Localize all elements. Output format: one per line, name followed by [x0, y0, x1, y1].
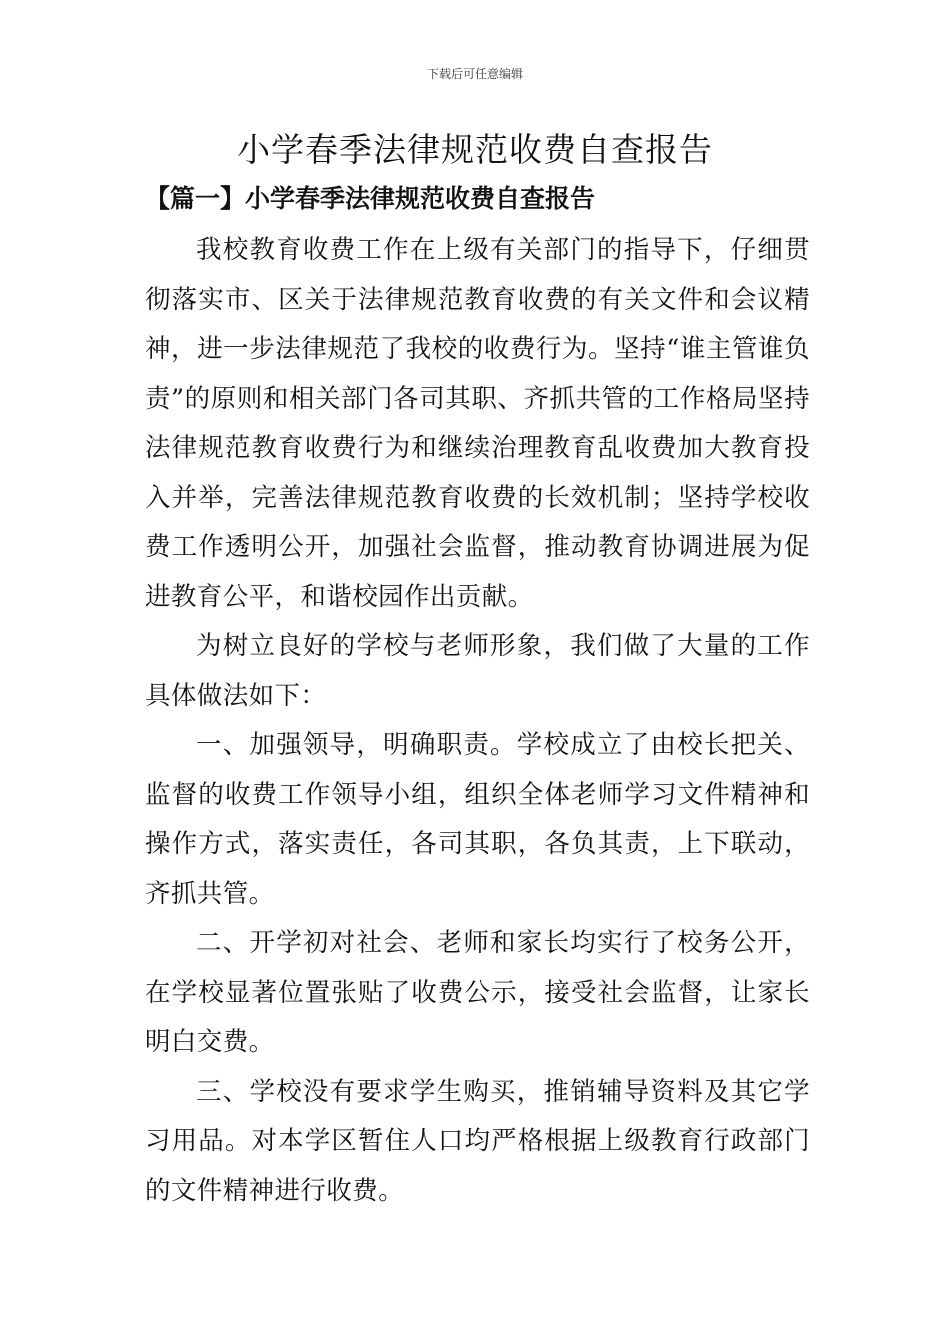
- document-title: 小学春季法律规范收费自查报告: [237, 130, 713, 169]
- paragraph-item-1: 一、加强领导，明确职责。学校成立了由校长把关、监督的收费工作领导小组，组织全体老师学习文件精神和操作方式，落实责任，各司其职，各负其责，上下联动，齐抓共管。: [145, 730, 810, 909]
- header-note: 下载后可任意编辑: [426, 67, 523, 81]
- paragraph-item-2: 二、开学初对社会、老师和家长均实行了校务公开，在学校显著位置张贴了收费公示，接受社会监督，让家长明白交费。: [145, 928, 810, 1057]
- paragraph-approach: 为树立良好的学校与老师形象，我们做了大量的工作具体做法如下：: [145, 631, 810, 711]
- paragraph-item-3: 三、学校没有要求学生购买，推销辅导资料及其它学习用品。对本学区暂住人口均严格根据上级教育行政部门的文件精神进行收费。: [145, 1076, 810, 1206]
- paragraph-intro: 我校教育收费工作在上级有关部门的指导下，仔细贯彻落实市、区关于法律规范教育收费的有关文件和会议精神，进一步法律规范了我校的收费行为。坚持“谁主管谁负责”的原则和相关部门各司其职、齐抓共管的工作格局坚持法律规范教育收费行为和继续治理教育乱收费加大教育投入并举，完善法律规范教育收费的长效机制；坚持学校收费工作透明公开，加强社会监督，推动教育协调进展为促进教育公平，和谐校园作出贡献。: [145, 235, 810, 612]
- section-heading: 【篇一】小学春季法律规范收费自查报告: [145, 184, 596, 213]
- document-body: [145, 226, 810, 1216]
